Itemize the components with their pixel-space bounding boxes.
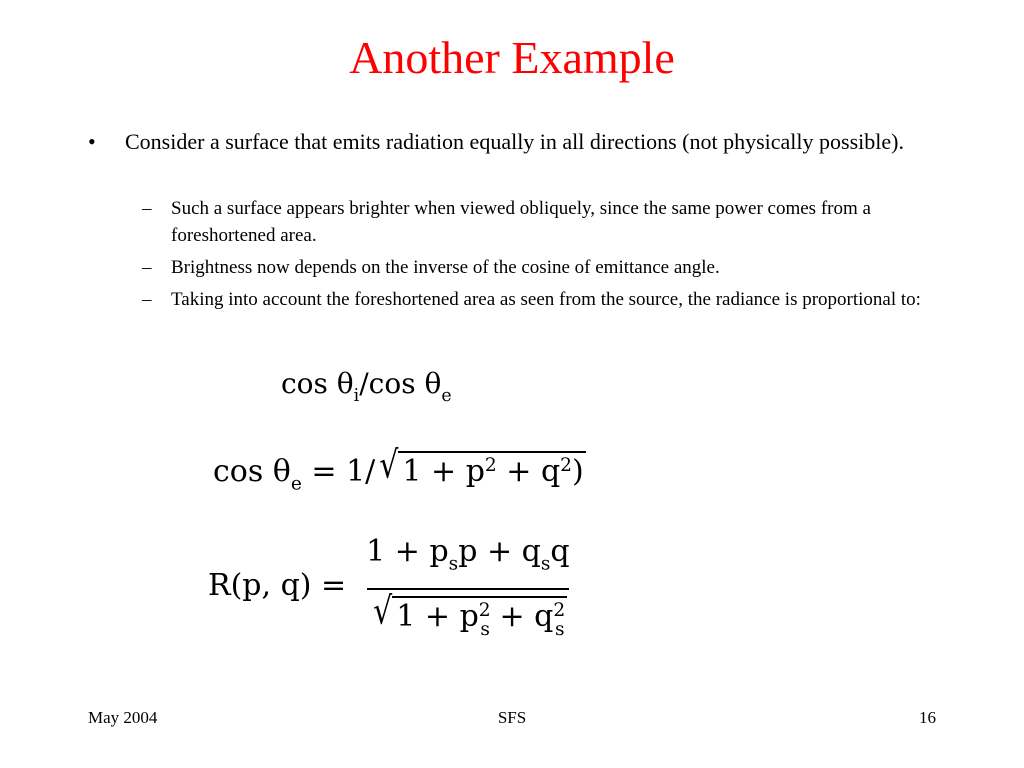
eq3-numerator <box>362 532 573 588</box>
bullet-marker: • <box>88 129 96 154</box>
eq3-den-sup-2: 2 <box>553 600 566 622</box>
eq3-den-sup-1: 2 <box>478 600 491 622</box>
equation-radiance <box>208 532 574 640</box>
eq3-num-sub-s2: s <box>540 553 551 575</box>
sub-bullet-item <box>128 254 928 281</box>
eq2-equals: = 1/ <box>301 454 376 489</box>
eq1-slash: / <box>359 367 369 400</box>
eq3-denominator <box>367 588 568 640</box>
eq3-radicand <box>392 596 566 640</box>
footer-date: May 2004 <box>88 708 158 727</box>
eq3-num-part-b: p + q <box>458 534 541 569</box>
sub-bullet-text: Brightness now depends on the inverse of the cosine of emittance angle. <box>171 257 720 278</box>
main-bullet <box>88 128 948 156</box>
dash-marker: – <box>142 198 152 219</box>
dash-marker: – <box>142 289 152 310</box>
equation-cos-ratio <box>281 364 452 416</box>
equation-cos-emittance <box>213 443 586 508</box>
eq3-den-part-b: + q <box>489 599 554 635</box>
eq1-cos-emittance: cos θ <box>368 367 442 400</box>
footer-topic: SFS <box>497 708 527 727</box>
eq1-subscript-e: e <box>441 385 452 406</box>
eq2-radicand <box>398 451 585 488</box>
dash-marker: – <box>142 257 152 278</box>
eq3-lhs: R(p, q) = <box>208 568 347 604</box>
eq3-fraction <box>362 532 573 640</box>
eq3-num-part-c: q <box>550 534 570 569</box>
eq3-radical-sign: √ <box>373 589 393 634</box>
eq2-sup-q: 2 <box>560 454 573 476</box>
sub-bullet-item <box>128 195 928 249</box>
main-bullet-text: Consider a surface that emits radiation equally in all directions (not physically possible). <box>125 129 904 154</box>
eq2-term-q: + q <box>496 454 561 489</box>
sub-bullet-item <box>128 286 928 313</box>
eq2-close-paren: ) <box>572 454 584 489</box>
eq3-num-sub-s1: s <box>448 553 459 575</box>
eq3-den-sub-2: s <box>555 618 565 640</box>
eq2-radical-sign: √ <box>379 443 399 488</box>
eq2-sqrt <box>375 443 585 496</box>
slide-title: Another Example <box>349 32 675 83</box>
eq2-lhs: cos θ <box>213 454 291 489</box>
sub-bullet-text: Taking into account the foreshortened area as seen from the source, the radiance is proportional to: <box>171 289 921 310</box>
eq3-den-part-a: 1 + p <box>396 599 479 635</box>
eq1-cos-incident: cos θ <box>281 367 354 400</box>
eq3-num-part-a: 1 + p <box>366 534 449 569</box>
eq3-den-sub-1: s <box>480 618 490 640</box>
eq2-sup-p: 2 <box>484 454 497 476</box>
sub-bullet-text: Such a surface appears brighter when viewed obliquely, since the same power comes from a foreshortened area. <box>171 198 871 246</box>
eq2-term-p: 1 + p <box>402 454 485 489</box>
sub-bullet-list <box>128 195 928 318</box>
eq1-subscript-i: i <box>353 385 360 406</box>
footer-page-number: 16 <box>919 708 936 727</box>
eq3-sqrt <box>369 589 566 640</box>
eq2-subscript-e: e <box>290 473 302 495</box>
